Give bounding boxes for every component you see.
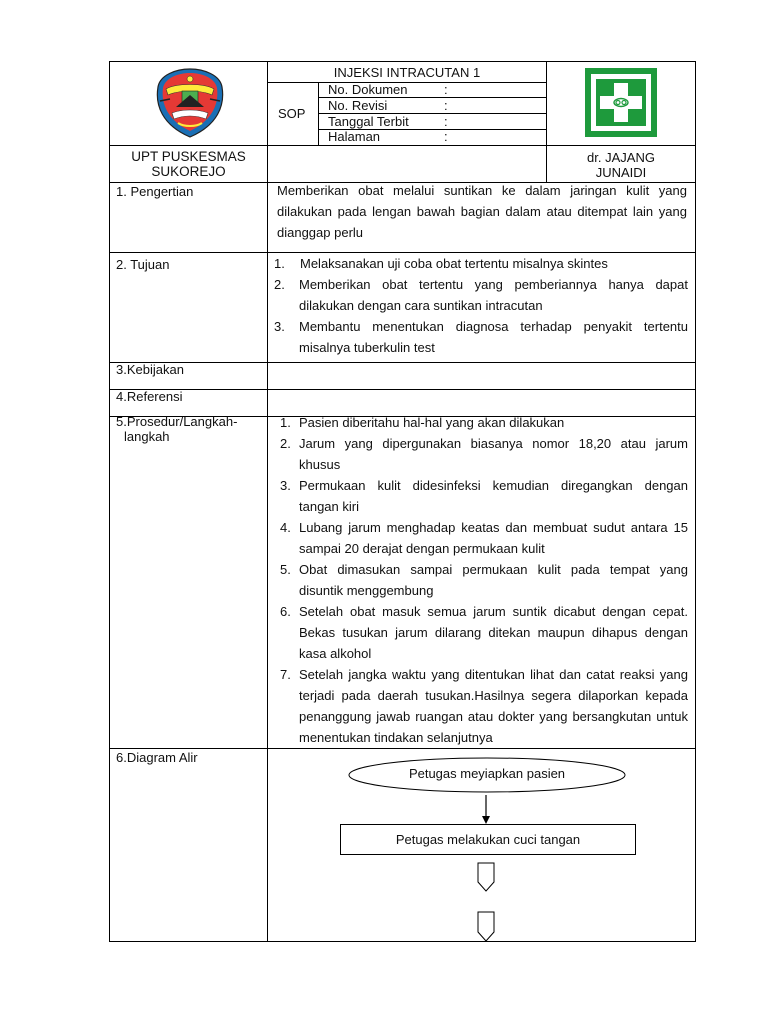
list-item-number: 7. bbox=[280, 667, 291, 682]
list-item-number: 5. bbox=[280, 562, 291, 577]
list-item bbox=[280, 412, 688, 433]
sop-title: INJEKSI INTRACUTAN 1 bbox=[333, 65, 481, 80]
list-item-number: 6. bbox=[280, 604, 291, 619]
meta-sep-no-dokumen: : bbox=[444, 82, 448, 97]
list-item-text: Permukaan kulit didesinfeksi kemudian diregangkan dengan tangan kiri bbox=[299, 478, 688, 514]
tujuan-list bbox=[274, 253, 688, 358]
list-item bbox=[280, 475, 688, 517]
meta-label-halaman: Halaman bbox=[328, 129, 381, 144]
list-item-number: 2. bbox=[280, 436, 291, 451]
list-item-number: 1. bbox=[280, 415, 291, 430]
flow-step-label: Petugas melakukan cuci tangan bbox=[395, 832, 581, 847]
table-top-border bbox=[109, 61, 696, 62]
flow-start-label: Petugas meyiapkan pasien bbox=[408, 766, 566, 781]
meta-label-no-revisi: No. Revisi bbox=[328, 98, 388, 113]
list-item bbox=[274, 253, 688, 274]
list-item-text: Obat dimasukan sampai permukaan kulit pada tempat yang disuntik menggembung bbox=[299, 562, 688, 598]
row-line-tujuan bbox=[109, 362, 696, 363]
list-item bbox=[274, 316, 688, 358]
row-line-prosedur bbox=[109, 748, 696, 749]
pengertian-text: Memberikan obat melalui suntikan ke dalam jaringan kulit yang dilakukan pada lengan bawah bagian dalam atau ditempat lain yang dianggap perlu bbox=[277, 183, 687, 240]
org-name-line2: SUKOREJO bbox=[151, 164, 226, 179]
table-bottom-border bbox=[109, 941, 696, 942]
list-item-text: Setelah obat masuk semua jarum suntik dicabut dengan cepat. Bekas tusukan jarum dilarang ditekan maupun dihapus dengan kasa alkohol bbox=[299, 604, 688, 661]
flow-arrow-1 bbox=[479, 795, 493, 825]
list-item-number: 4. bbox=[280, 520, 291, 535]
meta-sep-tanggal-terbit: : bbox=[444, 114, 448, 129]
label-diagram-alir: 6.Diagram Alir bbox=[116, 750, 198, 765]
label-prosedur-line1: 5.Prosedur/Langkah- bbox=[116, 414, 238, 429]
list-item-text: Memberikan obat tertentu yang pemberiannya hanya dapat dilakukan dengan cara suntikan intracutan bbox=[299, 277, 688, 313]
org-name-line1: UPT PUSKESMAS bbox=[131, 149, 246, 164]
col-divider-left bbox=[267, 61, 268, 942]
list-item bbox=[280, 601, 688, 664]
label-kebijakan: 3.Kebijakan bbox=[116, 362, 184, 377]
flow-step-cuci-tangan bbox=[340, 824, 636, 855]
signer-name-line2: JUNAIDI bbox=[595, 165, 647, 180]
list-item-number: 3. bbox=[274, 319, 285, 334]
header-mid-line bbox=[109, 145, 696, 146]
list-item bbox=[280, 664, 688, 748]
meta-label-no-dokumen: No. Dokumen bbox=[328, 82, 408, 97]
list-item-number: 2. bbox=[274, 277, 285, 292]
list-item bbox=[280, 517, 688, 559]
flow-start-ellipse bbox=[348, 757, 626, 793]
table-left-border bbox=[109, 61, 110, 942]
meta-sep-no-revisi: : bbox=[444, 98, 448, 113]
table-right-border bbox=[695, 61, 696, 942]
label-pengertian: 1. Pengertian bbox=[116, 184, 194, 199]
label-tujuan: 2. Tujuan bbox=[116, 257, 170, 272]
meta-sep-halaman: : bbox=[444, 129, 448, 144]
sop-label: SOP bbox=[278, 106, 306, 121]
signer-name-line1: dr. JAJANG bbox=[587, 150, 655, 165]
list-item bbox=[280, 559, 688, 601]
list-item-number: 1. bbox=[274, 256, 285, 271]
label-referensi: 4.Referensi bbox=[116, 389, 183, 404]
list-item-text: Lubang jarum menghadap keatas dan membuat sudut antara 15 sampai 20 derajat dengan permukaan kulit bbox=[299, 520, 688, 556]
meta-label-tanggal-terbit: Tanggal Terbit bbox=[328, 114, 409, 129]
list-item-text: Setelah jangka waktu yang ditentukan lihat dan catat reaksi yang terjadi pada daerah tusukan.Hasilnya segera dilaporkan kepada penanggung jawab ruangan atau dokter yang bersangkutan untuk menentukan tindakan selanjutnya bbox=[299, 667, 688, 745]
list-item-number: 3. bbox=[280, 478, 291, 493]
prosedur-list bbox=[280, 412, 688, 748]
row-line-kebijakan bbox=[109, 389, 696, 390]
label-prosedur-line2: langkah bbox=[124, 429, 170, 444]
list-item-text: Melaksanakan uji coba obat tertentu misalnya skintes bbox=[300, 256, 608, 271]
puskesmas-logo bbox=[583, 66, 659, 139]
flow-connector-arrow-1 bbox=[476, 862, 496, 892]
list-item-text: Membantu menentukan diagnosa terhadap penyakit tertentu misalnya tuberkulin test bbox=[299, 319, 688, 355]
regency-seal-logo bbox=[152, 65, 228, 141]
flow-connector-arrow-2 bbox=[476, 911, 496, 942]
list-item bbox=[274, 274, 688, 316]
list-item-text: Pasien diberitahu hal-hal yang akan dilakukan bbox=[299, 415, 565, 430]
list-item bbox=[280, 433, 688, 475]
list-item-text: Jarum yang dipergunakan biasanya nomor 18,20 atau jarum khusus bbox=[299, 436, 688, 472]
